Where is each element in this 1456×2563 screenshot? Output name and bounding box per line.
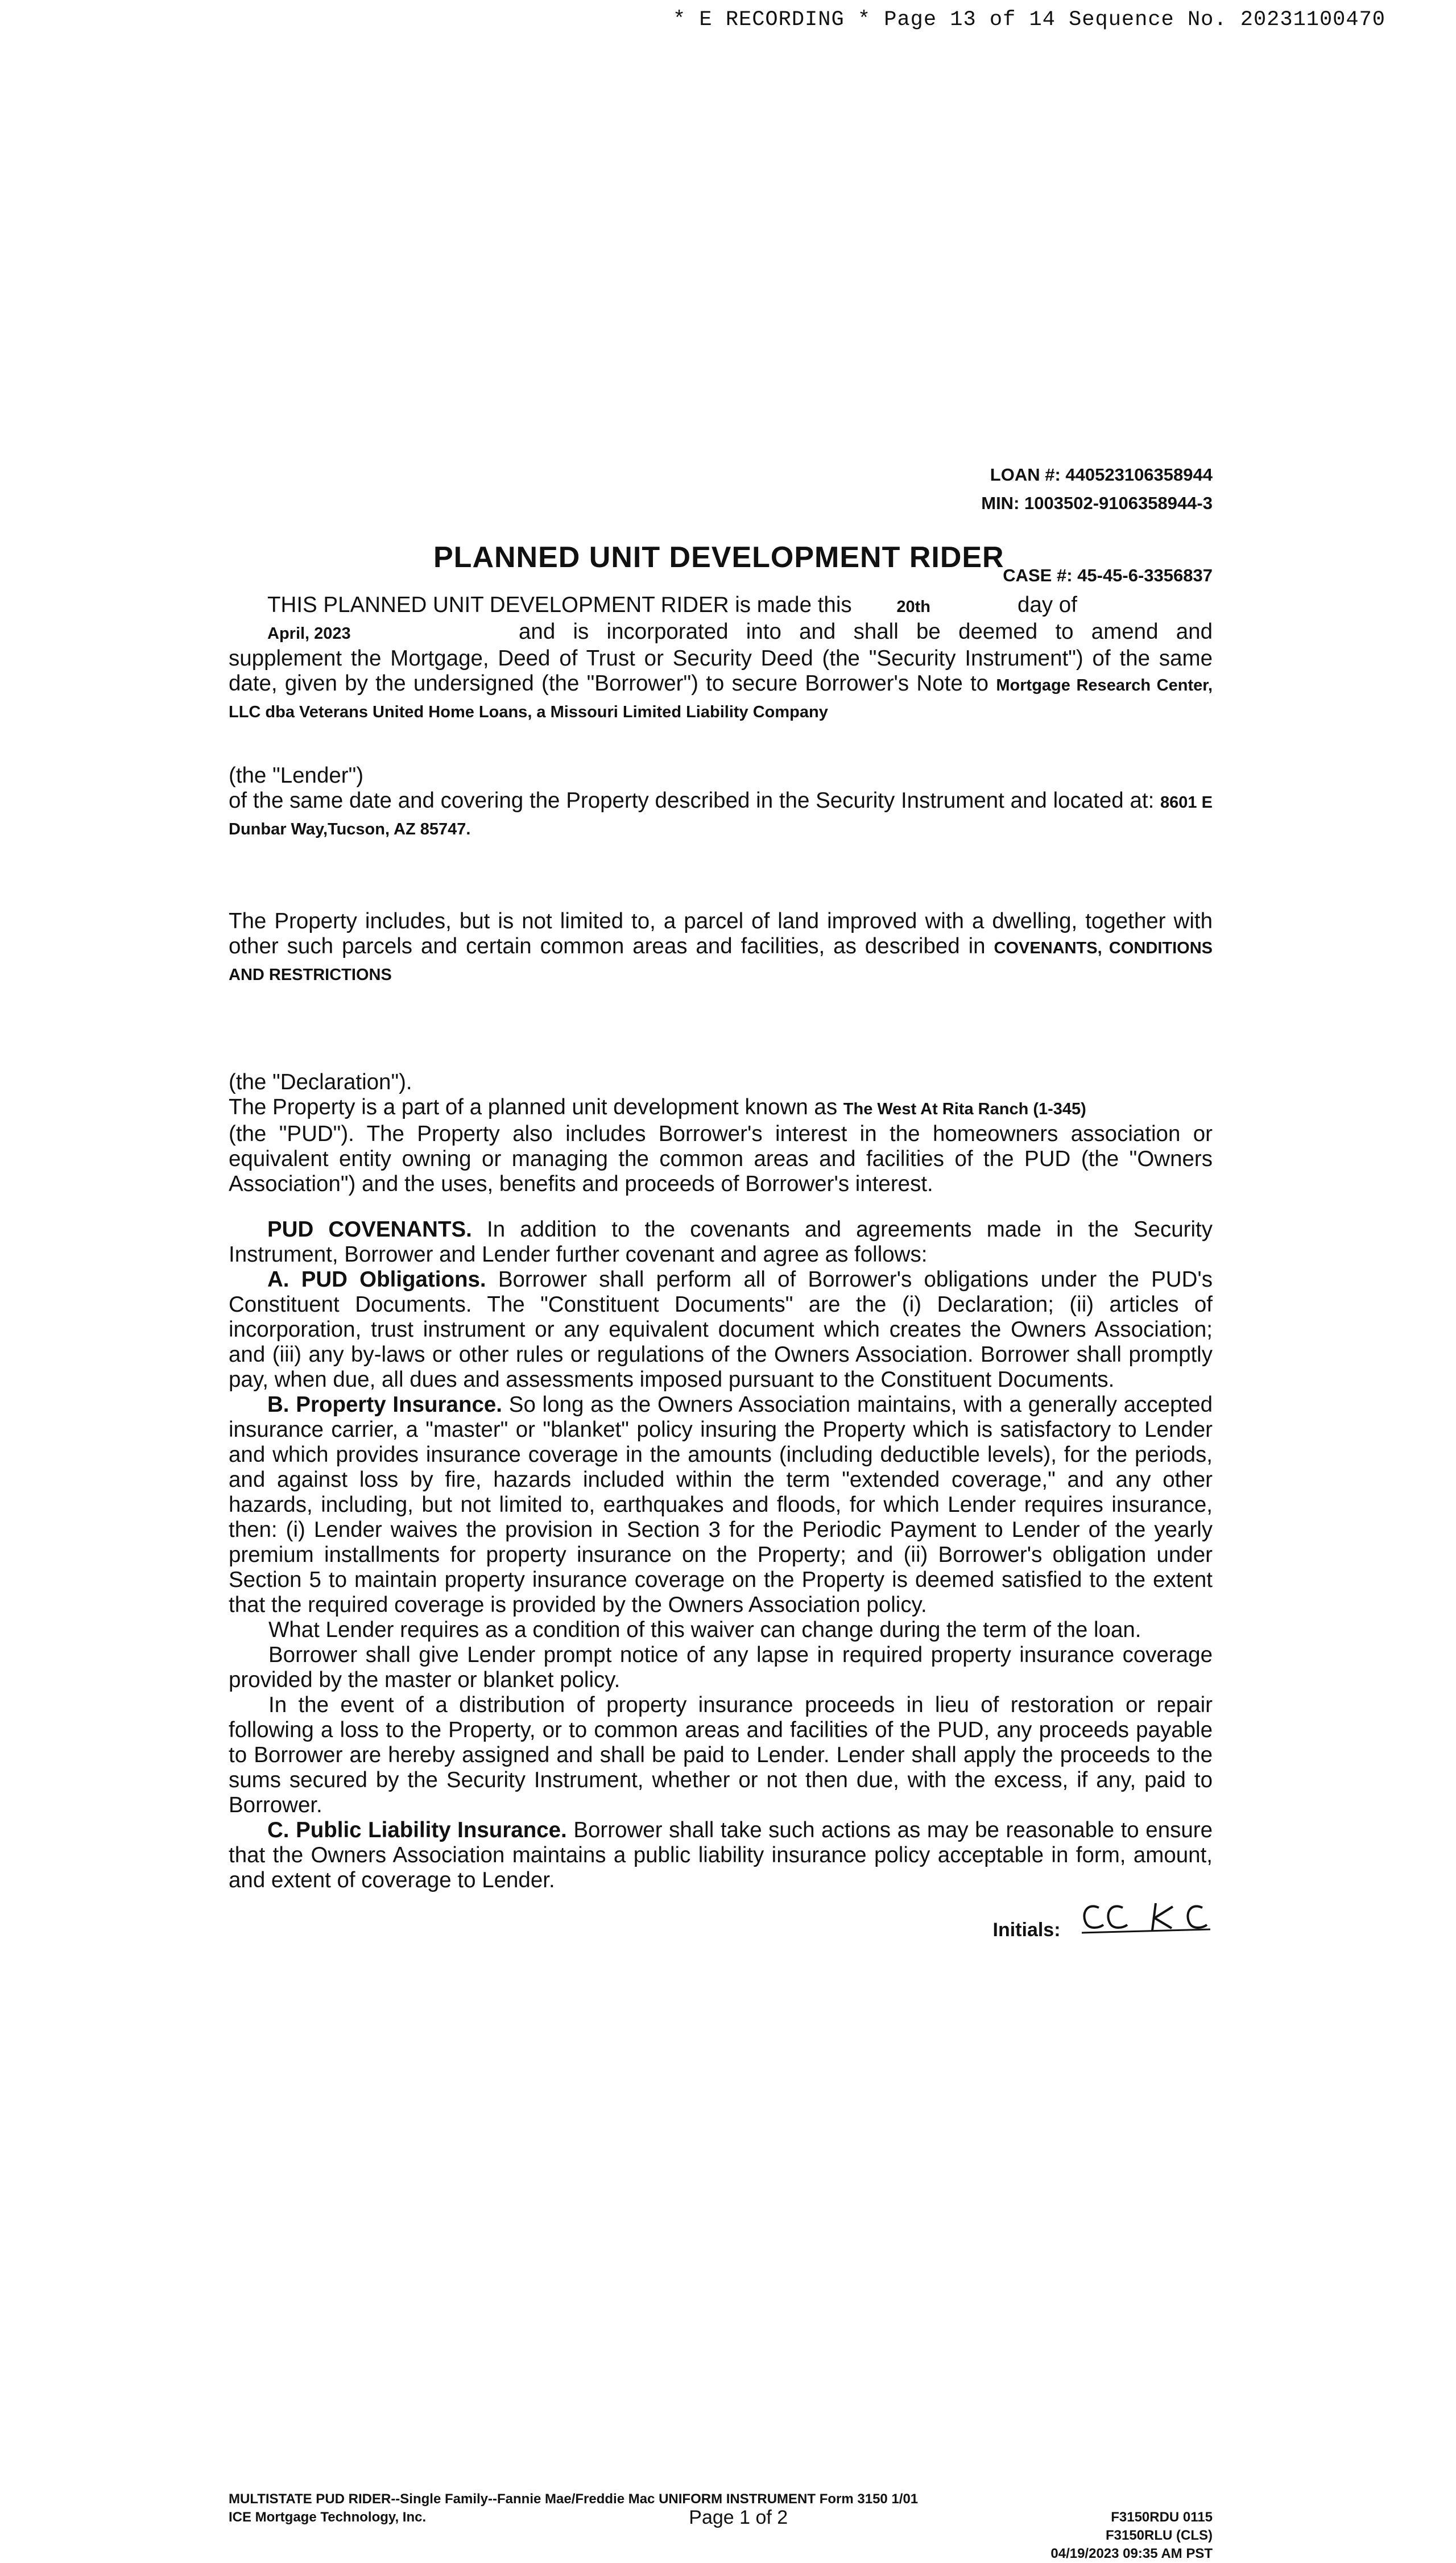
min-number: MIN: 1003502-9106358944-3 xyxy=(981,493,1213,513)
footer-code-1: F3150RDU 0115 xyxy=(1111,2510,1213,2525)
recording-header: * E RECORDING * Page 13 of 14 Sequence No. 20231100470 xyxy=(673,8,1385,32)
intro-text-c: and is incorporated into and shall be deemed to amend and supplement the Mortgage, Deed of Trust or Security Deed (the "Security Instrument") of the same date, given by the undersigned (the "Borrower") to secure Borrower's Note to xyxy=(229,619,1213,696)
section-b-distribution: In the event of a distribution of property insurance proceeds in lieu of restoration or repair following a loss to the Property, or to common areas and facilities of the PUD, any proceeds payable to Borrower are hereby assigned and shall be paid to Lender. Lender shall apply the proceeds to the sums secured by the Security Instrument, whether or not then due, with the excess, if any, paid to Borrower. xyxy=(229,1693,1213,1817)
loan-identifiers xyxy=(981,461,1213,518)
section-c xyxy=(229,1818,1213,1893)
covenants-intro xyxy=(229,1217,1213,1267)
lender-label: (the "Lender") xyxy=(229,763,364,788)
form-identifier: MULTISTATE PUD RIDER--Single Family--Fannie Mae/Freddie Mac UNIFORM INSTRUMENT Form 3150 1/01 xyxy=(229,2491,919,2507)
intro-text-b: day of xyxy=(1017,593,1077,617)
initials-row xyxy=(229,1896,1213,1942)
section-c-heading: C. Public Liability Insurance. xyxy=(267,1818,567,1842)
loan-number: LOAN #: 440523106358944 xyxy=(990,465,1213,485)
declaration-label: (the "Declaration"). xyxy=(229,1070,412,1094)
declaration-document: COVENANTS, CONDITIONS AND RESTRICTIONS xyxy=(229,939,1213,984)
property-includes-paragraph xyxy=(229,909,1213,987)
location-text: of the same date and covering the Property described in the Security Instrument and located at: xyxy=(229,788,1155,813)
property-address: 8601 E Dunbar Way,Tucson, AZ 85747. xyxy=(229,793,1213,838)
section-c-text: Borrower shall take such actions as may be reasonable to ensure that the Owners Association maintains a public liability insurance policy acceptable in form, amount, and extent of coverage to Lender. xyxy=(229,1818,1213,1892)
footer-company: ICE Mortgage Technology, Inc. xyxy=(229,2510,427,2525)
section-a-heading: A. PUD Obligations. xyxy=(267,1267,486,1292)
section-b-heading: B. Property Insurance. xyxy=(267,1392,502,1417)
pud-text-a: The Property is a part of a planned unit development known as xyxy=(229,1095,838,1119)
covenants-intro-text: In addition to the covenants and agreements made in the Security Instrument, Borrower and Lender further covenant and agree as follows: xyxy=(229,1217,1213,1267)
section-b xyxy=(229,1392,1213,1618)
covenants-heading: PUD COVENANTS. xyxy=(267,1217,472,1242)
initials-signature xyxy=(1076,1896,1213,1942)
section-b-text: So long as the Owners Association maintains, with a generally accepted insurance carrier, a "master" or "blanket" policy insuring the Property which is satisfactory to Lender and which provides insurance coverage in the amounts (including deductible levels), for the periods, and against loss by fire, hazards included within the term "extended coverage," and any other hazards, including, but not limited to, earthquakes and floods, for which Lender requires insurance, then: (i) Lender waives the provision in Section 3 for the Periodic Payment to Lender of the yearly premium installments for property insurance on the Property; and (ii) Borrower's obligation under Section 5 to maintain property insurance coverage on the Property is deemed satisfied to the extent that the required coverage is provided by the Owners Association policy. xyxy=(229,1392,1213,1617)
pud-name: The West At Rita Ranch (1-345) xyxy=(843,1100,1086,1118)
property-includes-text: The Property includes, but is not limited to, a parcel of land improved with a dwelling, together with other such parcels and certain common areas and facilities, as described in xyxy=(229,909,1213,958)
lender-name-field: Mortgage Research Center, LLC dba Veterans United Home Loans, a Missouri Limited Liability Company xyxy=(229,676,1213,721)
section-a xyxy=(229,1267,1213,1392)
section-b-waiver: What Lender requires as a condition of this waiver can change during the term of the loan. xyxy=(268,1618,1141,1642)
case-number: CASE #: 45-45-6-3356837 xyxy=(1003,565,1213,585)
intro-paragraph xyxy=(229,593,1213,725)
page-number: Page 1 of 2 xyxy=(689,2507,788,2528)
pud-text-b: (the "PUD"). The Property also includes Borrower's interest in the homeowners association or equivalent entity owning or managing the common areas and facilities of the PUD (the "Owners Association") and the uses, benefits and proceeds of Borrower's interest. xyxy=(229,1122,1213,1196)
footer-code-2: F3150RLU (CLS) xyxy=(1105,2528,1213,2543)
intro-text-a: THIS PLANNED UNIT DEVELOPMENT RIDER is made this xyxy=(267,593,852,617)
footer-timestamp: 04/19/2023 09:35 AM PST xyxy=(1050,2546,1213,2561)
month-year-field: April, 2023 xyxy=(267,625,351,643)
footer-row xyxy=(229,2508,1213,2563)
page-title: PLANNED UNIT DEVELOPMENT RIDER xyxy=(433,541,1004,574)
page-footer xyxy=(229,2490,1213,2563)
pud-paragraph xyxy=(229,1095,1213,1197)
section-a-text: Borrower shall perform all of Borrower's obligations under the PUD's Constituent Documents. The "Constituent Documents" are the (i) Declaration; (ii) articles of incorporation, trust instrument or any equivalent document which creates the Owners Association; and (iii) any by-laws or other rules or regulations of the Owners Association. Borrower shall promptly pay, when due, all dues and assessments imposed pursuant to the Constituent Documents. xyxy=(229,1267,1213,1392)
initials-label: Initials: xyxy=(992,1919,1061,1941)
day-field: 20th xyxy=(896,598,930,616)
handwritten-initials-icon xyxy=(1076,1896,1213,1936)
property-location xyxy=(229,788,1213,842)
section-b-notice: Borrower shall give Lender prompt notice of any lapse in required property insurance coverage provided by the master or blanket policy. xyxy=(229,1643,1213,1692)
document-body xyxy=(229,593,1213,1942)
footer-codes xyxy=(1050,2508,1213,2563)
